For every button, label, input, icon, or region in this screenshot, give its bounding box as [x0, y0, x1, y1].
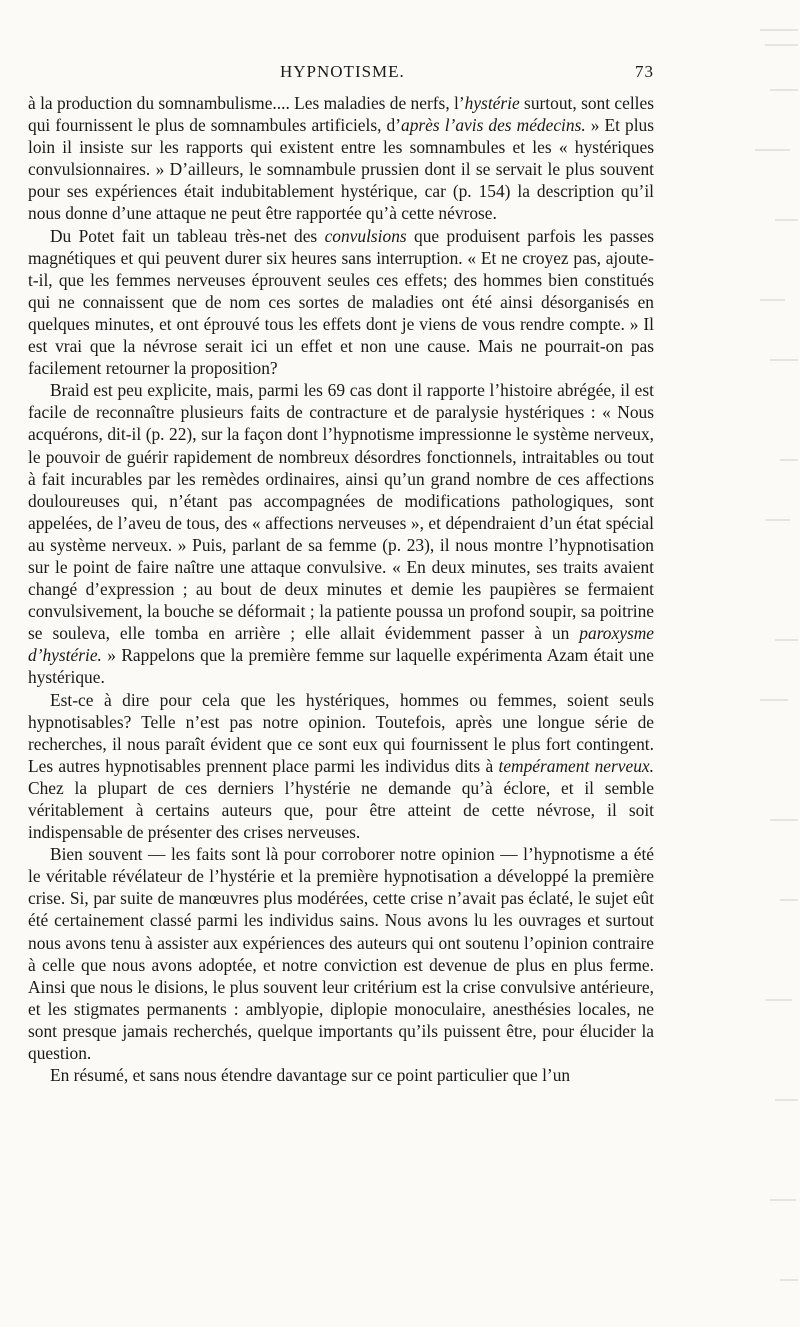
page — [28, 62, 654, 1086]
running-title: HYPNOTISME. — [280, 62, 405, 81]
scan-edge-noise — [730, 0, 800, 1327]
paragraph — [28, 379, 654, 688]
text-run: Braid est peu explicite, mais, parmi les 69 cas dont il rapporte l’histoire abrégée, il est facile de reconnaître plusieurs faits de contracture et de paralysie hystériques : « Nous acquérons, dit-il (p. 22), sur la façon dont l’hypnotisme impressionne le système nerveux, le pouvoir de guérir rapidement de nombreux désordres fonctionnels, intraitables ou tout à fait incurables par les remèdes ordinaires, ainsi qu’un grand nombre de ces affections douloureuses qui, n’étant pas accompagnées de modifications pathologiques, sont appelées, de l’aveu de tous, des « affections nerveuses », et dépendraient d’un état spécial au système nerveux. » Puis, parlant de sa femme (p. 23), il nous montre l’hypnotisation sur le point de faire naître une attaque convulsive. « En deux minutes, ses traits avaient changé d’expression ; au bout de deux minutes et demie les paupières se fermaient convulsivement, la bouche se déformait ; la patiente poussa un profond soupir, sa poitrine se souleva, elle tomba en arrière ; elle allait évidemment passer à un — [28, 380, 654, 644]
paragraph — [28, 1064, 654, 1086]
italic-text: convulsions — [324, 225, 407, 246]
text-run: Bien souvent — les faits sont là pour corroborer notre opinion — l’hypnotisme a été le véritable révélateur de l’hystérie et la première hypnotisation a développé la première crise. Si, par suite de manœuvres plus modérées, cette crise n’avait pas éclaté, le sujet eût été certainement classé parmi les individus sains. Nous avons lu les ouvrages et surtout nous avons tenu à assister aux expériences des auteurs qui ont soutenu l’opinion contraire à celle que nous avons adoptée, et notre conviction est devenue de plus en plus ferme. Ainsi que nous le disions, le plus souvent leur critérium est la crise convulsive antérieure, et les stigmates permanents : amblyopie, diplopie monoculaire, anesthésies locales, ne sont presque jamais recherchés, quelque importants qu’ils puissent être, pour élucider la question. — [28, 844, 654, 1064]
italic-text: tempérament nerveux. — [498, 755, 654, 776]
text-run: que produisent parfois les passes magnétiques et qui peuvent durer six heures sans interruption. « Et ne croyez pas, ajoute-t-il, que les femmes nerveuses éprouvent seules ces effets; des hommes bien constitués qui ne connaissent que de nom ces sortes de maladies ont été ainsi désorganisés en quelques minutes, et ont éprouvé tous les effets dont je viens de vous rendre compte. » Il est vrai que la névrose serait ici un effet et non une cause. Mais ne pourrait-on pas facilement retourner la proposition? — [28, 225, 655, 379]
running-header — [28, 62, 654, 92]
paragraph — [28, 689, 654, 844]
text-run: En résumé, et sans nous étendre davantage sur ce point particulier que l’un — [50, 1065, 571, 1086]
text-run: à la production du somnambulisme.... Les maladies de nerfs, l’ — [28, 93, 465, 113]
italic-text: hystérie — [464, 93, 520, 113]
paragraph — [28, 843, 654, 1064]
text-run: Est-ce à dire pour cela que les hystériques, hommes ou femmes, soient seuls hypnotisables? Telle n’est pas notre opinion. Toutefois, après une longue série de recherches, il nous paraît évident que ce sont eux qui fournissent le plus fort contingent. Les autres hypnotisables prennent place parmi les individus dits à — [28, 689, 654, 776]
italic-text: paroxysme d’hystérie. — [28, 623, 654, 666]
text-run: » Rappelons que la première femme sur laquelle expérimenta Azam était une hystérique. — [28, 645, 654, 688]
italic-text: après l’avis des médecins. — [401, 115, 586, 136]
paragraph — [28, 225, 654, 380]
page-number: 73 — [635, 62, 654, 81]
text-run: » Et plus loin il insiste sur les rapports qui existent entre les somnambules et les « hystériques convulsionnaires. » D’ailleurs, le somnambule prussien dont il se servait le plus souvent pour ses expériences était indubitablement hystérique, car (p. 154) la description qu’il nous donne d’une attaque ne peut être rapportée qu’à cette névrose. — [28, 115, 654, 224]
text-run: Du Potet fait un tableau très-net des — [50, 225, 325, 246]
text-run: surtout, sont celles qui fournissent le plus de somnambules artificiels, d’ — [28, 93, 654, 136]
text-run: Chez la plupart de ces derniers l’hystérie ne demande qu’à éclore, et il semble véritablement à certains auteurs que, pour être atteint de cette névrose, il soit indispensable de présenter des crises nerveuses. — [28, 777, 654, 843]
paragraph — [28, 92, 654, 225]
page-body — [28, 92, 654, 1086]
